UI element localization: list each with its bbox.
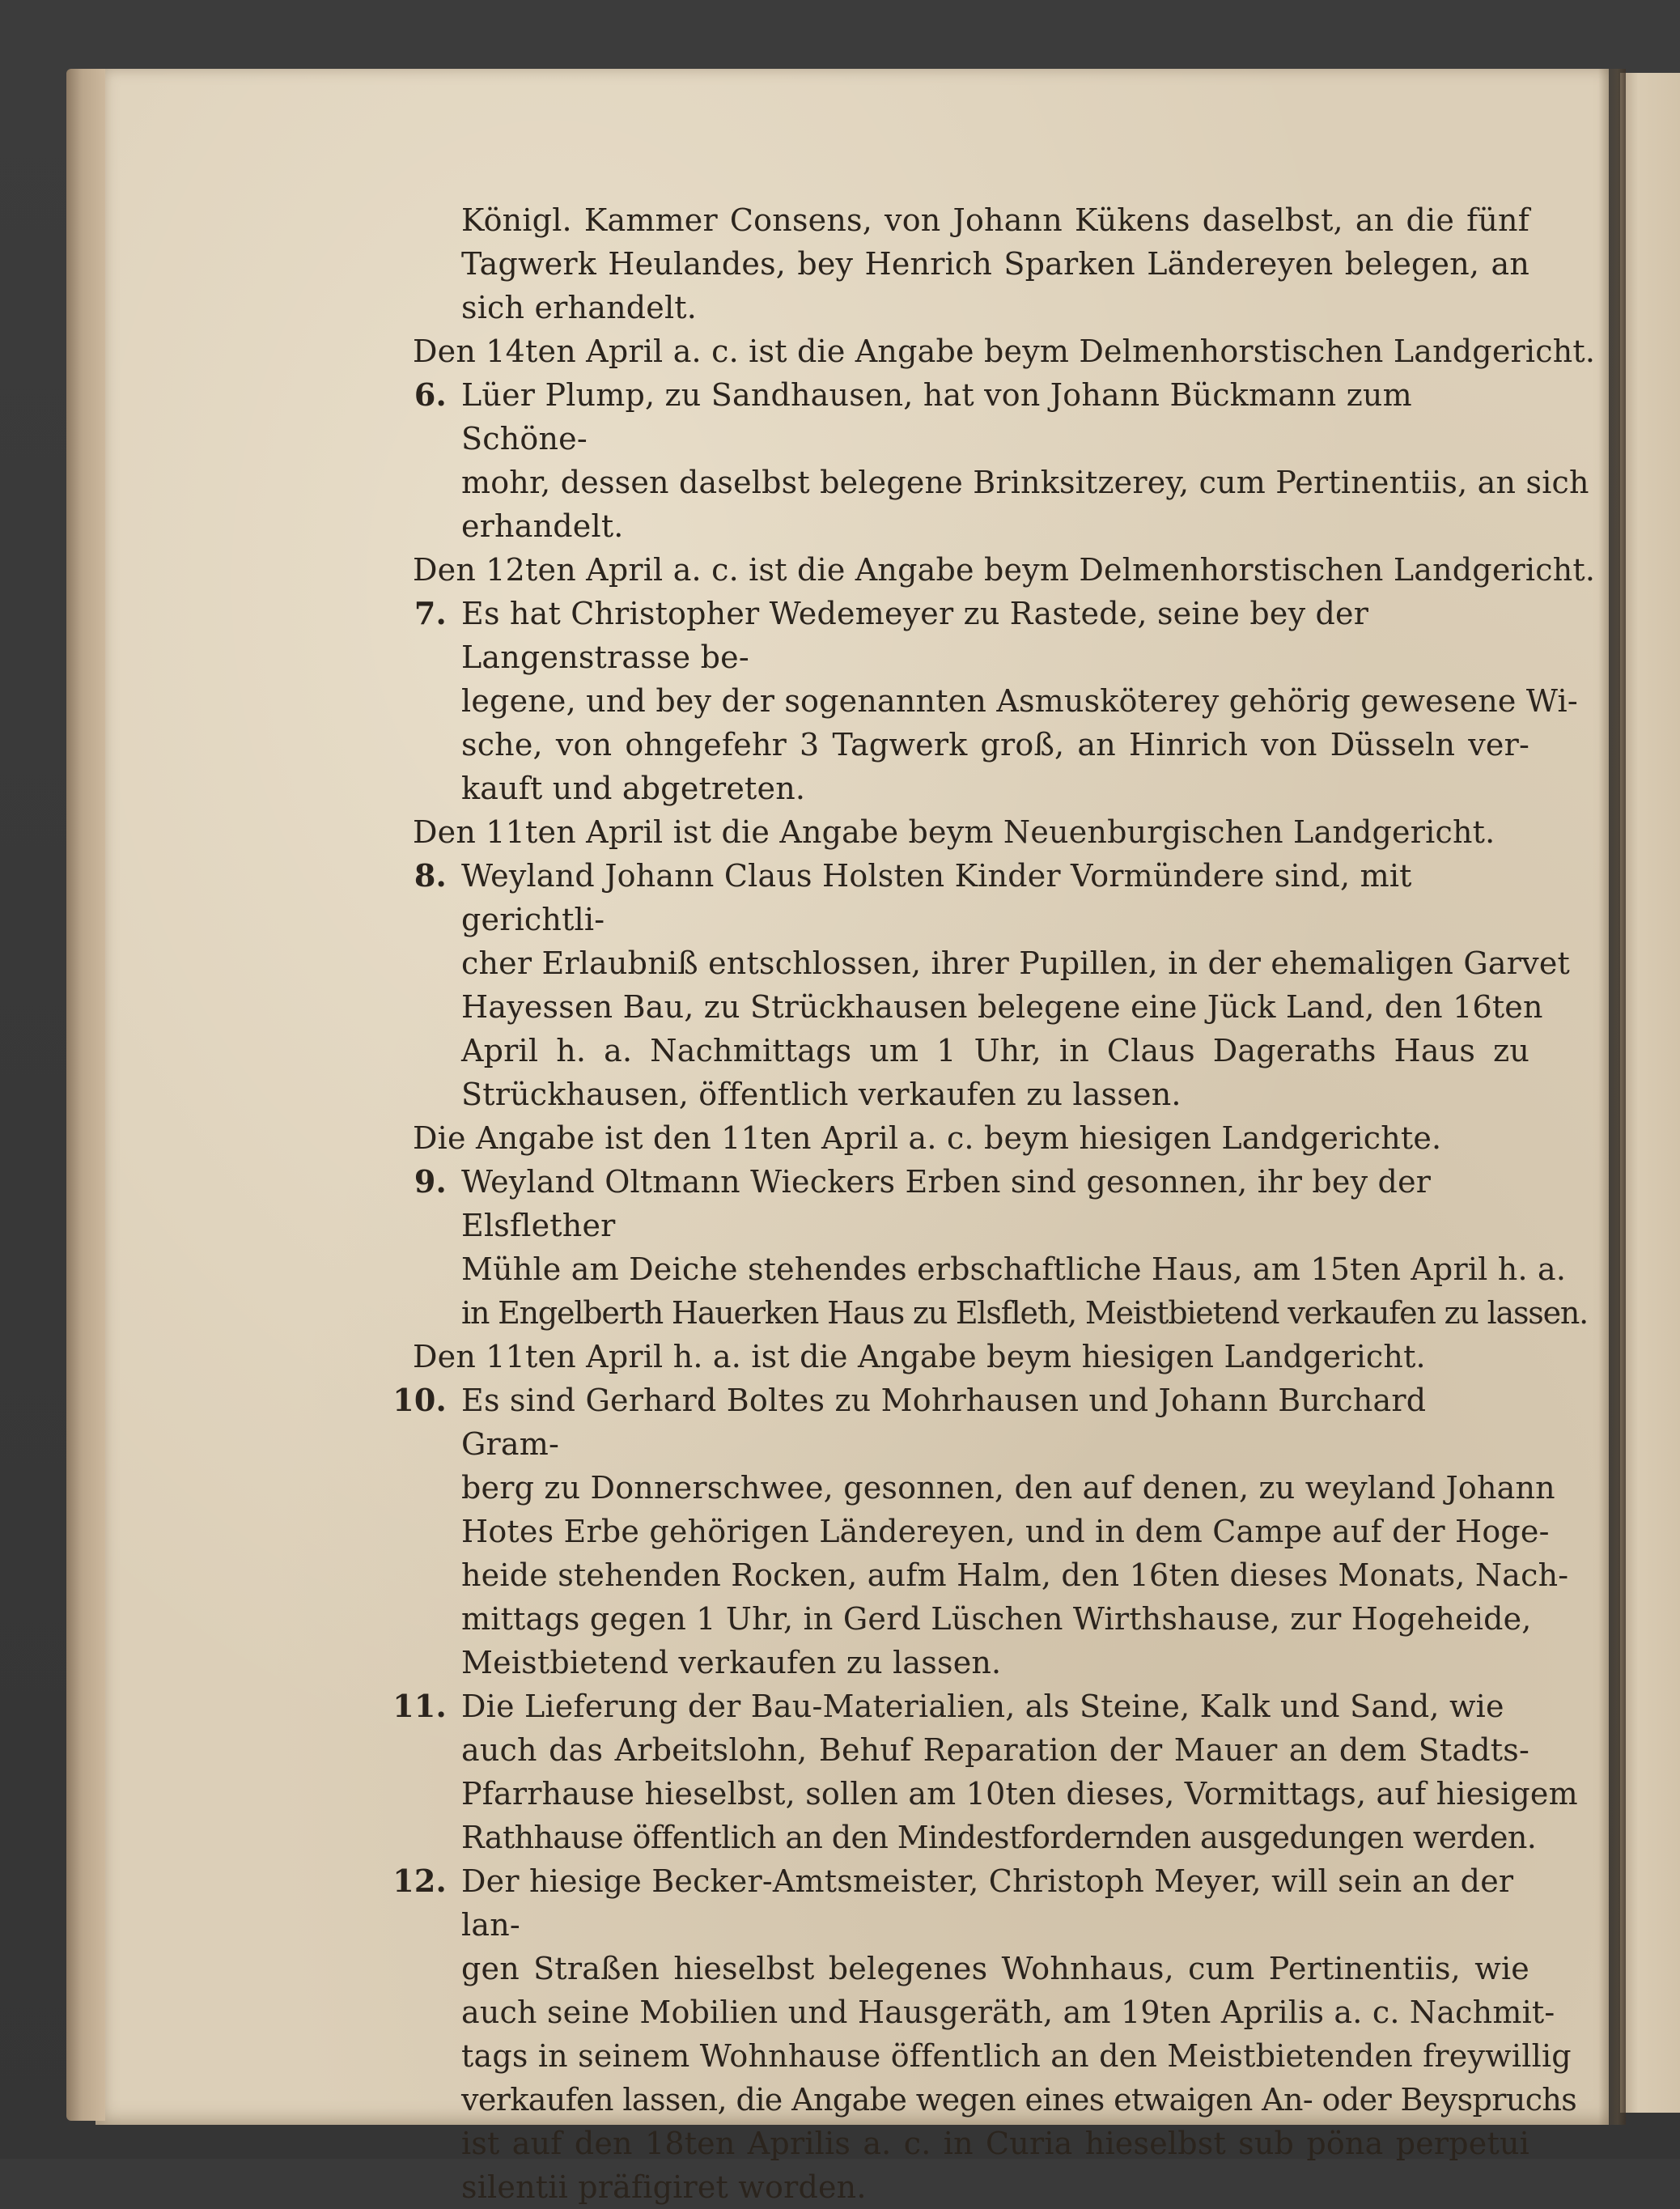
note-text: Den 11ten April ist die Angabe beym Neuenburgischen Landgericht. — [413, 814, 1495, 850]
gutter-shadow — [1598, 69, 1626, 2125]
text-line: ist auf den 18ten Aprilis a. c. in Curia hieselbst sub pöna perpetui — [461, 2126, 1529, 2161]
entry-number: 6. — [414, 376, 447, 413]
entry-first-line: Weyland Oltmann Wieckers Erben sind gesonnen, ihr bey der Elsflether — [461, 1164, 1432, 1243]
text-line: silentii präfigiret worden. — [461, 2169, 867, 2205]
note-text: Den 14ten April a. c. ist die Angabe beym Delmenhorstischen Landgericht. — [413, 333, 1596, 369]
text-line: mohr, dessen daselbst belegene Brinksitzerey, cum Pertinentiis, an sich — [461, 465, 1589, 500]
page-binding-edge — [66, 69, 105, 2121]
text-line: Meistbietend verkaufen zu lassen. — [461, 1645, 1002, 1680]
registration-note — [340, 548, 1596, 592]
entry-first-line: Die Lieferung der Bau-Materialien, als Steine, Kalk und Sand, wie — [461, 1689, 1504, 1724]
text-line: erhandelt. — [461, 508, 624, 544]
notice-entry-6 — [340, 373, 1589, 548]
registration-note — [340, 1116, 1529, 1160]
text-line: sich erhandelt. — [461, 290, 698, 325]
text-line: mittags gegen 1 Uhr, in Gerd Lüschen Wirthshause, zur Hogeheide, — [461, 1601, 1532, 1637]
text-line: auch seine Mobilien und Hausgeräth, am 19ten Aprilis a. c. Nachmit- — [461, 1994, 1555, 2030]
text-line: Königl. Kammer Consens, von Johann Kükens daselbst, an die fünf — [461, 202, 1529, 238]
note-text: Den 11ten April h. a. ist die Angabe beym hiesigen Landgericht. — [413, 1339, 1426, 1374]
text-line: cher Erlaubniß entschlossen, ihrer Pupillen, in der ehemaligen Garvet — [461, 945, 1570, 981]
registration-note — [340, 810, 1529, 854]
text-line: Hayessen Bau, zu Strückhausen belegene eine Jück Land, den 16ten — [461, 989, 1543, 1025]
text-line: sche, von ohngefehr 3 Tagwerk groß, an Hinrich von Düsseln ver- — [461, 727, 1529, 763]
registration-note — [340, 329, 1596, 373]
next-page-edge — [1620, 73, 1680, 2113]
notice-entry-8 — [340, 854, 1570, 1116]
notice-entry-12 — [340, 1859, 1577, 2209]
text-line: in Engelberth Hauerken Haus zu Elsfleth, Meistbietend verkaufen zu lassen. — [461, 1295, 1589, 1331]
text-line: Tagwerk Heulandes, bey Henrich Sparken Ländereyen belegen, an — [461, 246, 1529, 282]
notice-entry-9 — [340, 1160, 1589, 1335]
text-line: kauft und abgetreten. — [461, 771, 806, 806]
entry-number: 9. — [414, 1163, 447, 1200]
registration-note — [340, 1335, 1529, 1379]
entry-first-line: Lüer Plump, zu Sandhausen, hat von Johann Bückmann zum Schöne- — [461, 377, 1412, 457]
notice-entry-10 — [340, 1379, 1569, 1684]
text-line: April h. a. Nachmittags um 1 Uhr, in Claus Dageraths Haus zu — [461, 1033, 1529, 1068]
text-line: Rathhause öffentlich an den Mindestfordernden ausgedungen werden. — [461, 1820, 1537, 1855]
entry-number: 10. — [392, 1382, 447, 1418]
text-line: auch das Arbeitslohn, Behuf Reparation der Mauer an dem Stadts- — [461, 1732, 1529, 1768]
continued-entry — [340, 198, 1529, 329]
note-text: Den 12ten April a. c. ist die Angabe beym Delmenhorstischen Landgericht. — [413, 552, 1596, 588]
text-line: berg zu Donnerschwee, gesonnen, den auf denen, zu weyland Johann — [461, 1470, 1555, 1506]
entry-number: 7. — [414, 595, 447, 631]
entry-first-line: Der hiesige Becker-Amtsmeister, Christoph Meyer, will sein an der lan- — [461, 1863, 1514, 1943]
text-line: Pfarrhause hieselbst, sollen am 10ten dieses, Vormittags, auf hiesigem — [461, 1776, 1578, 1812]
text-line: Mühle am Deiche stehendes erbschaftliche Haus, am 15ten April h. a. — [461, 1251, 1567, 1287]
note-text: Die Angabe ist den 11ten April a. c. beym hiesigen Landgerichte. — [413, 1120, 1442, 1156]
entry-number: 8. — [414, 857, 447, 894]
text-line: heide stehenden Rocken, aufm Halm, den 16ten dieses Monats, Nach- — [461, 1557, 1569, 1593]
text-line: tags in seinem Wohnhause öffentlich an den Meistbietenden freywillig — [461, 2038, 1572, 2074]
page-text — [340, 198, 1596, 2209]
entry-number: 11. — [392, 1688, 447, 1724]
notice-entry-7 — [340, 592, 1578, 810]
text-line: Strückhausen, öffentlich verkaufen zu lassen. — [461, 1077, 1182, 1112]
entry-first-line: Weyland Johann Claus Holsten Kinder Vormündere sind, mit gerichtli- — [461, 858, 1412, 937]
text-line: verkaufen lassen, die Angabe wegen eines etwaigen An- oder Beyspruchs — [461, 2082, 1577, 2118]
entry-first-line: Es hat Christopher Wedemeyer zu Rastede, seine bey der Langenstrasse be- — [461, 596, 1369, 675]
text-line: gen Straßen hieselbst belegenes Wohnhaus, cum Pertinentiis, wie — [461, 1951, 1529, 1986]
notice-entry-11 — [340, 1684, 1578, 1859]
text-line: legene, und bey der sogenannten Asmusköterey gehörig gewesene Wi- — [461, 683, 1578, 719]
text-line: Hotes Erbe gehörigen Ländereyen, und in dem Campe auf der Hoge- — [461, 1514, 1550, 1549]
entry-first-line: Es sind Gerhard Boltes zu Mohrhausen und Johann Burchard Gram- — [461, 1383, 1427, 1462]
entry-number: 12. — [392, 1863, 447, 1899]
